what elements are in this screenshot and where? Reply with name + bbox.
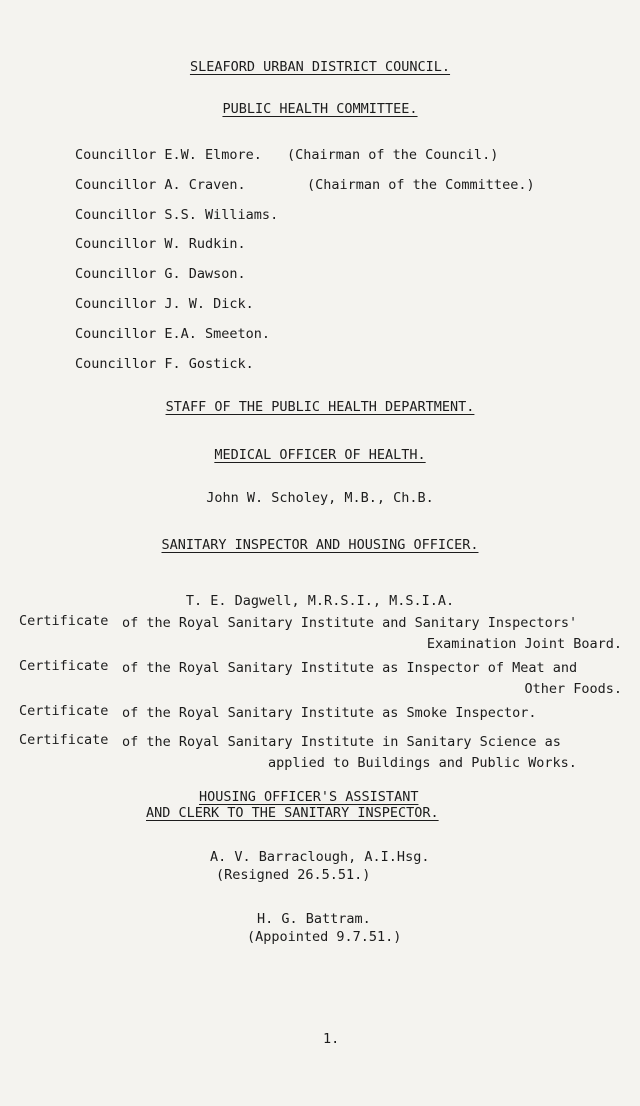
- councillor-name: Councillor E.A. Smeeton.: [75, 326, 271, 342]
- moh-heading: MEDICAL OFFICER OF HEALTH.: [214, 447, 426, 463]
- councillor-name: Councillor F. Gostick.: [75, 356, 254, 372]
- assistant-note: (Resigned 26.5.51.): [216, 867, 371, 883]
- certificate-label: Certificate: [19, 732, 109, 748]
- councillor-name: Councillor A. Craven.: [75, 177, 246, 193]
- staff-heading: STAFF OF THE PUBLIC HEALTH DEPARTMENT.: [165, 399, 475, 415]
- sanitary-inspector-name: T. E. Dagwell, M.R.S.I., M.S.I.A.: [185, 593, 455, 609]
- certificate-label: Certificate: [19, 658, 109, 674]
- councillor-name: Councillor S.S. Williams.: [75, 207, 279, 223]
- committee-title: PUBLIC HEALTH COMMITTEE.: [222, 101, 418, 117]
- certificate-text: of the Royal Sanitary Institute and Sanitary Inspectors' Examination Joint Board.: [122, 615, 622, 652]
- assistant-name: A. V. Barraclough, A.I.Hsg.: [210, 849, 430, 865]
- assistant-heading-line1: HOUSING OFFICER'S ASSISTANT: [199, 789, 419, 805]
- sanitary-inspector-heading: SANITARY INSPECTOR AND HOUSING OFFICER.: [161, 537, 479, 553]
- council-title: SLEAFORD URBAN DISTRICT COUNCIL.: [189, 59, 451, 75]
- councillor-name: Councillor W. Rudkin.: [75, 236, 246, 252]
- certificate-label: Certificate: [19, 613, 109, 629]
- assistant-name: H. G. Battram.: [257, 911, 371, 927]
- certificate-text: of the Royal Sanitary Institute as Smoke Inspector.: [122, 705, 537, 721]
- moh-name: John W. Scholey, M.B., Ch.B.: [206, 490, 434, 506]
- assistant-heading-line2: AND CLERK TO THE SANITARY INSPECTOR.: [146, 805, 439, 821]
- councillor-note: (Chairman of the Council.): [287, 147, 499, 163]
- certificate-label: Certificate: [19, 703, 109, 719]
- councillor-name: Councillor E.W. Elmore.: [75, 147, 262, 163]
- councillor-name: Councillor G. Dawson.: [75, 266, 246, 282]
- councillor-note: (Chairman of the Committee.): [307, 177, 535, 193]
- page-number: 1.: [323, 1031, 340, 1047]
- certificate-text: of the Royal Sanitary Institute as Inspector of Meat and Other Foods.: [122, 660, 622, 697]
- assistant-note: (Appointed 9.7.51.): [247, 929, 402, 945]
- councillor-name: Councillor J. W. Dick.: [75, 296, 254, 312]
- certificate-text: of the Royal Sanitary Institute in Sanitary Science as applied to Buildings and Public Works.: [122, 734, 577, 771]
